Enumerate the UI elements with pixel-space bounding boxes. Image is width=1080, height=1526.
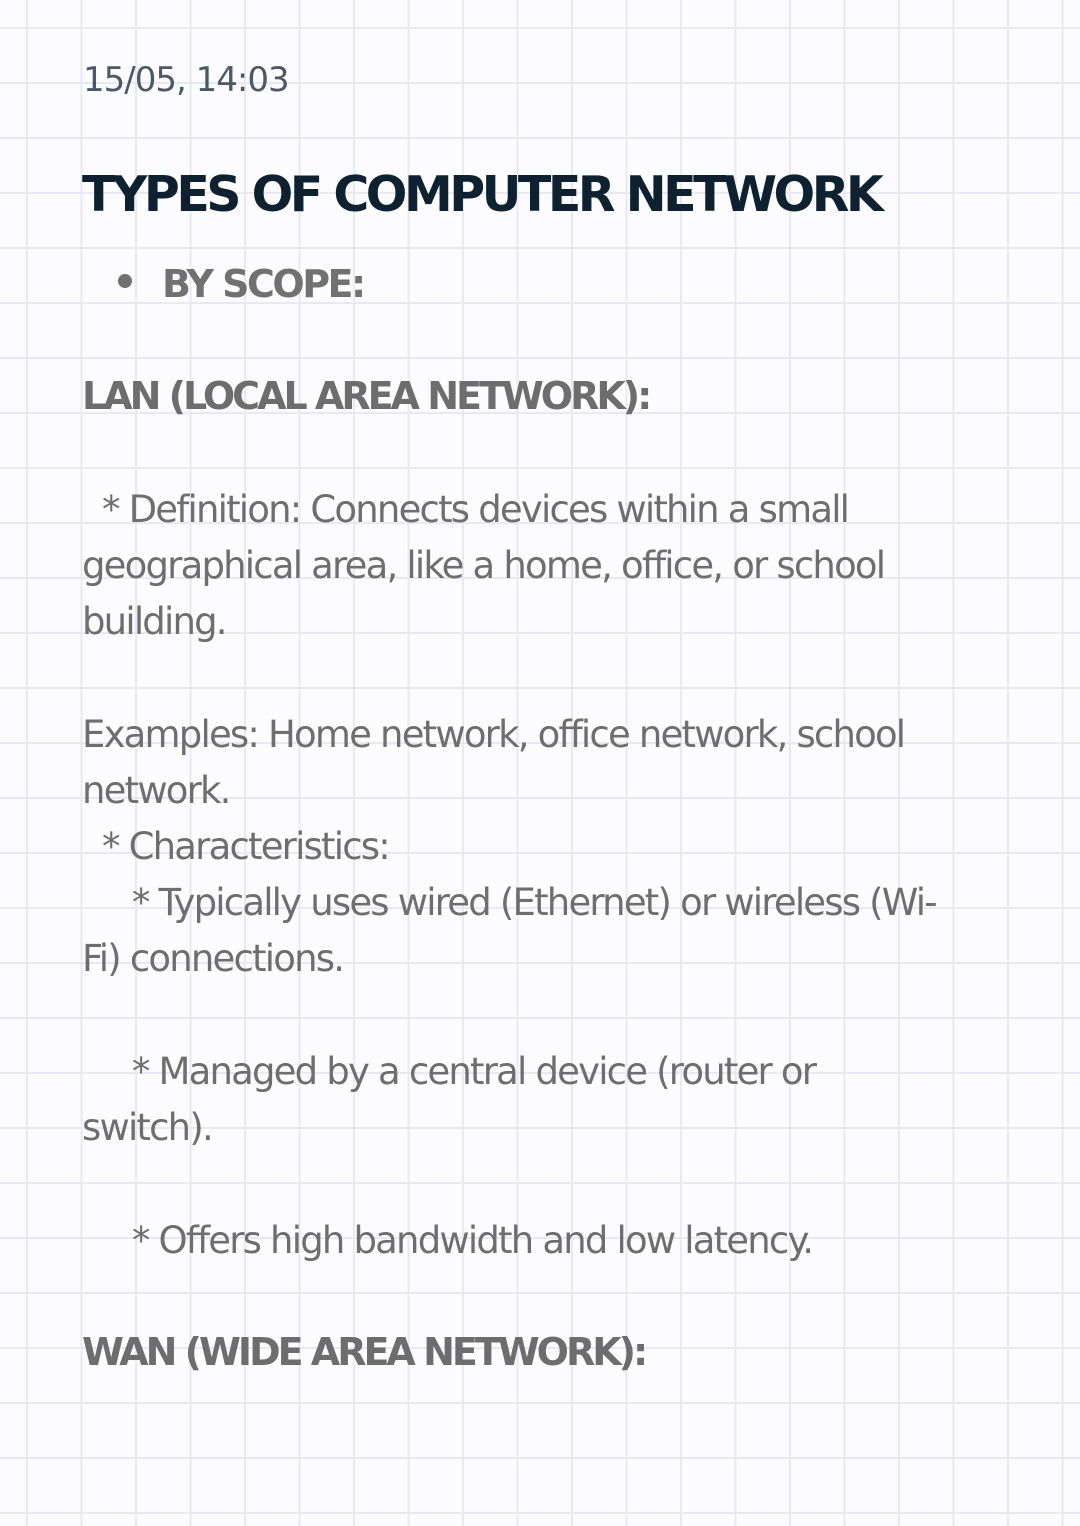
wan-heading: WAN (WIDE AREA NETWORK):	[82, 1330, 646, 1374]
lan-characteristic-3: * Offers high bandwidth and low latency.	[82, 1219, 813, 1262]
bullet-icon	[118, 274, 132, 288]
lan-characteristic-1: * Typically uses wired (Ethernet) or wireless (Wi-Fi) connections.	[82, 881, 936, 980]
note-title: TYPES OF COMPUTER NETWORK	[82, 166, 881, 223]
lan-definition: * Definition: Connects devices within a small geographical area, like a home, office, or school building.	[82, 488, 895, 643]
lan-examples: Examples: Home network, office network, school network.	[82, 713, 915, 812]
timestamp: 15/05, 14:03	[83, 60, 289, 100]
bullet-item	[118, 262, 364, 306]
lan-heading: LAN (LOCAL AREA NETWORK):	[82, 374, 650, 418]
bullet-label: BY SCOPE:	[162, 262, 364, 306]
lan-characteristics: * Characteristics:	[82, 825, 389, 868]
lan-characteristic-2: * Managed by a central device (router or switch).	[82, 1050, 826, 1149]
